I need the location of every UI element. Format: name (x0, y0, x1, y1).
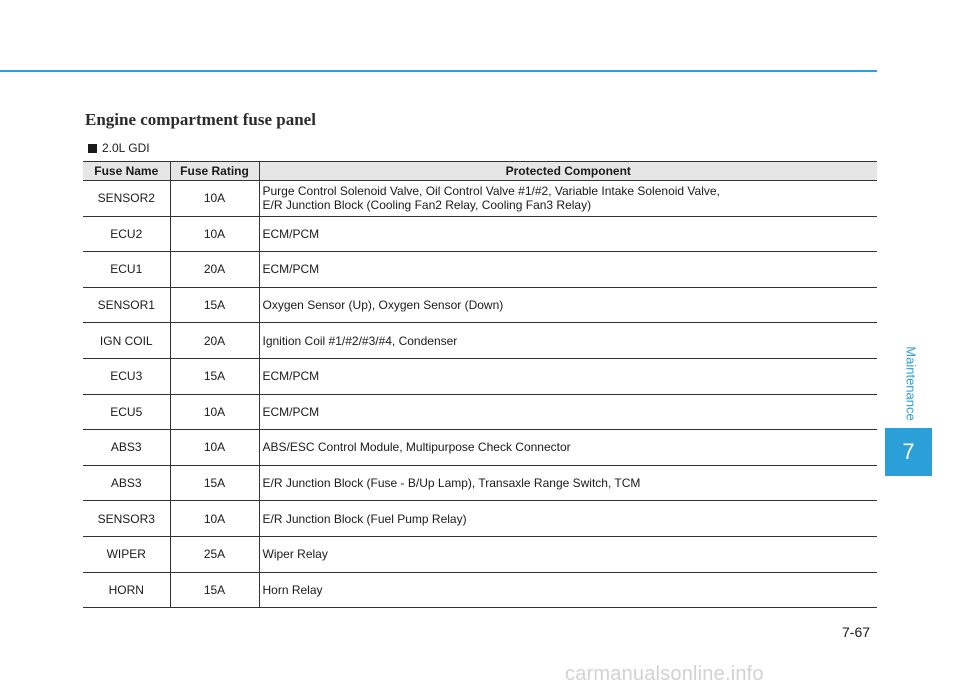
chapter-number: 7 (902, 439, 915, 464)
protected-component-cell: Ignition Coil #1/#2/#3/#4, Condenser (259, 323, 877, 359)
column-header-fuse-name: Fuse Name (83, 162, 170, 181)
protected-component-cell: E/R Junction Block (Fuse - B/Up Lamp), Transaxle Range Switch, TCM (259, 465, 877, 501)
table-row (83, 323, 877, 359)
side-section-label (897, 343, 925, 423)
protected-component-cell: ABS/ESC Control Module, Multipurpose Check Connector (259, 430, 877, 466)
fuse-name-cell: ECU2 (83, 216, 170, 252)
table-row (83, 536, 877, 572)
protected-component-cell: ECM/PCM (259, 216, 877, 252)
table-row (83, 501, 877, 537)
protected-component-cell: E/R Junction Block (Fuel Pump Relay) (259, 501, 877, 537)
watermark-text: carmanualsonline.info (565, 663, 764, 685)
fuse-name-cell: WIPER (83, 536, 170, 572)
fuse-rating-cell: 15A (170, 287, 259, 323)
table-row (83, 358, 877, 394)
fuse-rating-cell: 25A (170, 536, 259, 572)
protected-component-cell: ECM/PCM (259, 394, 877, 430)
protected-component-cell: ECM/PCM (259, 252, 877, 288)
protected-component-cell: Oxygen Sensor (Up), Oxygen Sensor (Down) (259, 287, 877, 323)
table-row (83, 287, 877, 323)
table-row (83, 394, 877, 430)
fuse-rating-cell: 10A (170, 181, 259, 217)
column-header-protected-component: Protected Component (259, 162, 877, 181)
fuse-name-cell: ECU1 (83, 252, 170, 288)
fuse-rating-cell: 10A (170, 394, 259, 430)
section-title: Engine compartment fuse panel (85, 110, 316, 129)
protected-component-cell: Horn Relay (259, 572, 877, 608)
fuse-rating-cell: 15A (170, 572, 259, 608)
fuse-rating-cell: 10A (170, 430, 259, 466)
fuse-rating-cell: 20A (170, 252, 259, 288)
table-header-row (83, 162, 877, 181)
subsection-label (88, 141, 150, 155)
table-row (83, 465, 877, 501)
fuse-name-cell: ABS3 (83, 430, 170, 466)
protected-component-cell: ECM/PCM (259, 358, 877, 394)
side-section-text: Maintenance (903, 345, 919, 421)
fuse-name-cell: ECU5 (83, 394, 170, 430)
fuse-rating-cell: 10A (170, 216, 259, 252)
fuse-rating-cell: 20A (170, 323, 259, 359)
chapter-tab (885, 428, 932, 476)
fuse-name-cell: SENSOR3 (83, 501, 170, 537)
fuse-name-cell: HORN (83, 572, 170, 608)
table-row (83, 181, 877, 217)
fuse-table-body (83, 181, 877, 608)
fuse-name-cell: ABS3 (83, 465, 170, 501)
protected-component-cell: Purge Control Solenoid Valve, Oil Control Valve #1/#2, Variable Intake Solenoid Valve, E/R Junction Block (Cooling Fan2 Relay, Cooling Fan3 Relay) (259, 181, 877, 217)
fuse-name-cell: SENSOR1 (83, 287, 170, 323)
page-number: 7-67 (842, 624, 871, 640)
table-row (83, 430, 877, 466)
subsection-text: 2.0L GDI (102, 141, 150, 155)
fuse-rating-cell: 15A (170, 465, 259, 501)
table-row (83, 216, 877, 252)
fuse-name-cell: SENSOR2 (83, 181, 170, 217)
fuse-rating-cell: 15A (170, 358, 259, 394)
protected-component-cell: Wiper Relay (259, 536, 877, 572)
table-row (83, 252, 877, 288)
header-rule (0, 70, 877, 72)
fuse-name-cell: IGN COIL (83, 323, 170, 359)
fuse-table (83, 161, 877, 608)
column-header-fuse-rating: Fuse Rating (170, 162, 259, 181)
bullet-square-icon (88, 144, 97, 153)
fuse-rating-cell: 10A (170, 501, 259, 537)
table-row (83, 572, 877, 608)
fuse-name-cell: ECU3 (83, 358, 170, 394)
